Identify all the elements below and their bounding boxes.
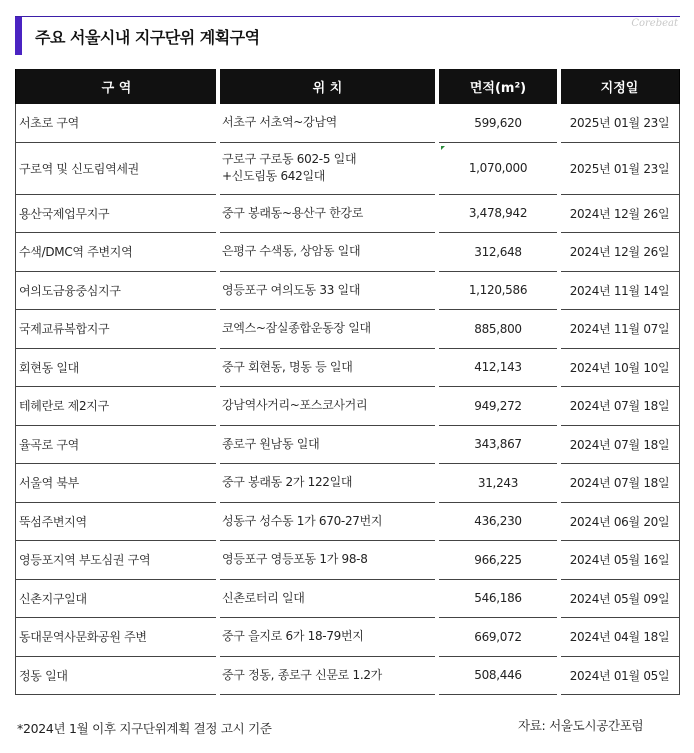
date-cell: 2024년 11월 14일 (559, 272, 680, 311)
date-cell: 2024년 06월 20일 (559, 503, 680, 542)
location-line: 중구 을지로 6가 18-79번지 (222, 629, 364, 644)
zone-cell: 용산국제업무지구 (15, 195, 218, 234)
location-line: 신촌로터리 일대 (222, 590, 305, 605)
date-cell: 2025년 01월 23일 (559, 104, 680, 143)
zone-cell: 율곡로 구역 (15, 426, 218, 465)
footer-note: *2024년 1월 이후 지구단위계획 결정 고시 기준 (17, 721, 272, 736)
location-line: 서초구 서초역~강남역 (222, 115, 337, 130)
zone-cell: 정동 일대 (15, 657, 218, 696)
zone-cell: 서울역 북부 (15, 464, 218, 503)
location-line: 중구 봉래동 2가 122일대 (222, 475, 353, 490)
column-gutter (435, 69, 439, 697)
column-gutter (216, 69, 220, 697)
location-cell (218, 272, 437, 311)
table-row (15, 503, 680, 542)
cell-corner-marker (441, 146, 445, 150)
table-row (15, 233, 680, 272)
location-cell (218, 233, 437, 272)
zone-cell: 신촌지구일대 (15, 580, 218, 619)
header-date: 지정일 (559, 69, 680, 104)
area-cell: 546,186 (437, 580, 559, 619)
table-body (15, 104, 680, 695)
location-cell (218, 310, 437, 349)
title-header (15, 16, 680, 55)
table-row (15, 426, 680, 465)
location-line: 성동구 성수동 1가 670-27번지 (222, 513, 383, 528)
table-row (15, 104, 680, 143)
header-zone: 구 역 (15, 69, 218, 104)
location-cell (218, 541, 437, 580)
location-cell (218, 195, 437, 234)
location-line: +신도림동 642일대 (222, 169, 326, 183)
area-cell: 436,230 (437, 503, 559, 542)
location-cell (218, 580, 437, 619)
area-cell: 312,648 (437, 233, 559, 272)
area-cell: 1,120,586 (437, 272, 559, 311)
table-row (15, 657, 680, 696)
location-line: 구로구 구로동 602-5 일대 (222, 152, 357, 166)
table-row (15, 272, 680, 311)
area-cell: 508,446 (437, 657, 559, 696)
location-line: 은평구 수색동, 상암동 일대 (222, 244, 361, 259)
watermark-logo: Corebeat (631, 18, 678, 29)
area-cell: 31,243 (437, 464, 559, 503)
table-row (15, 310, 680, 349)
location-cell (218, 464, 437, 503)
zone-cell: 회현동 일대 (15, 349, 218, 388)
location-line: 중구 회현동, 명동 등 일대 (222, 359, 353, 374)
title-accent-bar (15, 17, 22, 55)
table-row (15, 580, 680, 619)
zone-cell: 여의도금융중심지구 (15, 272, 218, 311)
date-cell: 2024년 01월 05일 (559, 657, 680, 696)
date-cell: 2024년 05월 09일 (559, 580, 680, 619)
zone-cell: 뚝섬주변지역 (15, 503, 218, 542)
table-row (15, 541, 680, 580)
planning-zone-table (15, 69, 680, 695)
area-cell: 412,143 (437, 349, 559, 388)
date-cell: 2024년 04월 18일 (559, 618, 680, 657)
footer-source: 자료: 서울도시공간포럼 (518, 718, 644, 733)
table-row (15, 618, 680, 657)
location-cell (218, 387, 437, 426)
date-cell: 2024년 07월 18일 (559, 387, 680, 426)
area-cell: 343,867 (437, 426, 559, 465)
area-cell: 599,620 (437, 104, 559, 143)
location-line: 중구 봉래동~용산구 한강로 (222, 205, 363, 220)
location-line: 코엑스~잠실종합운동장 일대 (222, 321, 371, 336)
date-cell: 2025년 01월 23일 (559, 143, 680, 195)
location-cell (218, 143, 437, 195)
zone-cell: 국제교류복합지구 (15, 310, 218, 349)
table-row (15, 349, 680, 388)
zone-cell: 서초로 구역 (15, 104, 218, 143)
date-cell: 2024년 10월 10일 (559, 349, 680, 388)
area-cell: 3,478,942 (437, 195, 559, 234)
date-cell: 2024년 07월 18일 (559, 464, 680, 503)
table-header-row (15, 69, 680, 104)
area-cell: 966,225 (437, 541, 559, 580)
table-row (15, 387, 680, 426)
location-line: 영등포구 영등포동 1가 98-8 (222, 552, 368, 567)
location-cell (218, 618, 437, 657)
location-cell (218, 503, 437, 542)
date-cell: 2024년 12월 26일 (559, 195, 680, 234)
zone-cell: 구로역 및 신도림역세권 (15, 143, 218, 195)
header-location: 위 치 (218, 69, 437, 104)
area-cell: 669,072 (437, 618, 559, 657)
date-cell: 2024년 05월 16일 (559, 541, 680, 580)
area-cell: 1,070,000 (437, 143, 559, 195)
location-line: 영등포구 여의도동 33 일대 (222, 282, 361, 297)
header-area: 면적(m²) (437, 69, 559, 104)
table-row (15, 195, 680, 234)
area-cell: 949,272 (437, 387, 559, 426)
location-line: 중구 정동, 종로구 신문로 1.2가 (222, 667, 382, 682)
zone-cell: 동대문역사문화공원 주변 (15, 618, 218, 657)
date-cell: 2024년 11월 07일 (559, 310, 680, 349)
location-cell (218, 349, 437, 388)
table-row (15, 464, 680, 503)
date-cell: 2024년 07월 18일 (559, 426, 680, 465)
zone-cell: 영등포지역 부도심권 구역 (15, 541, 218, 580)
date-cell: 2024년 12월 26일 (559, 233, 680, 272)
table-row (15, 143, 680, 195)
zone-cell: 수색/DMC역 주변지역 (15, 233, 218, 272)
location-cell (218, 104, 437, 143)
location-line: 종로구 원남동 일대 (222, 436, 320, 451)
page-title: 주요 서울시내 지구단위 계획구역 (35, 28, 260, 47)
column-gutter (557, 69, 561, 697)
location-cell (218, 426, 437, 465)
area-cell: 885,800 (437, 310, 559, 349)
zone-cell: 테헤란로 제2지구 (15, 387, 218, 426)
location-line: 강남역사거리~포스코사거리 (222, 398, 368, 413)
location-cell (218, 657, 437, 696)
